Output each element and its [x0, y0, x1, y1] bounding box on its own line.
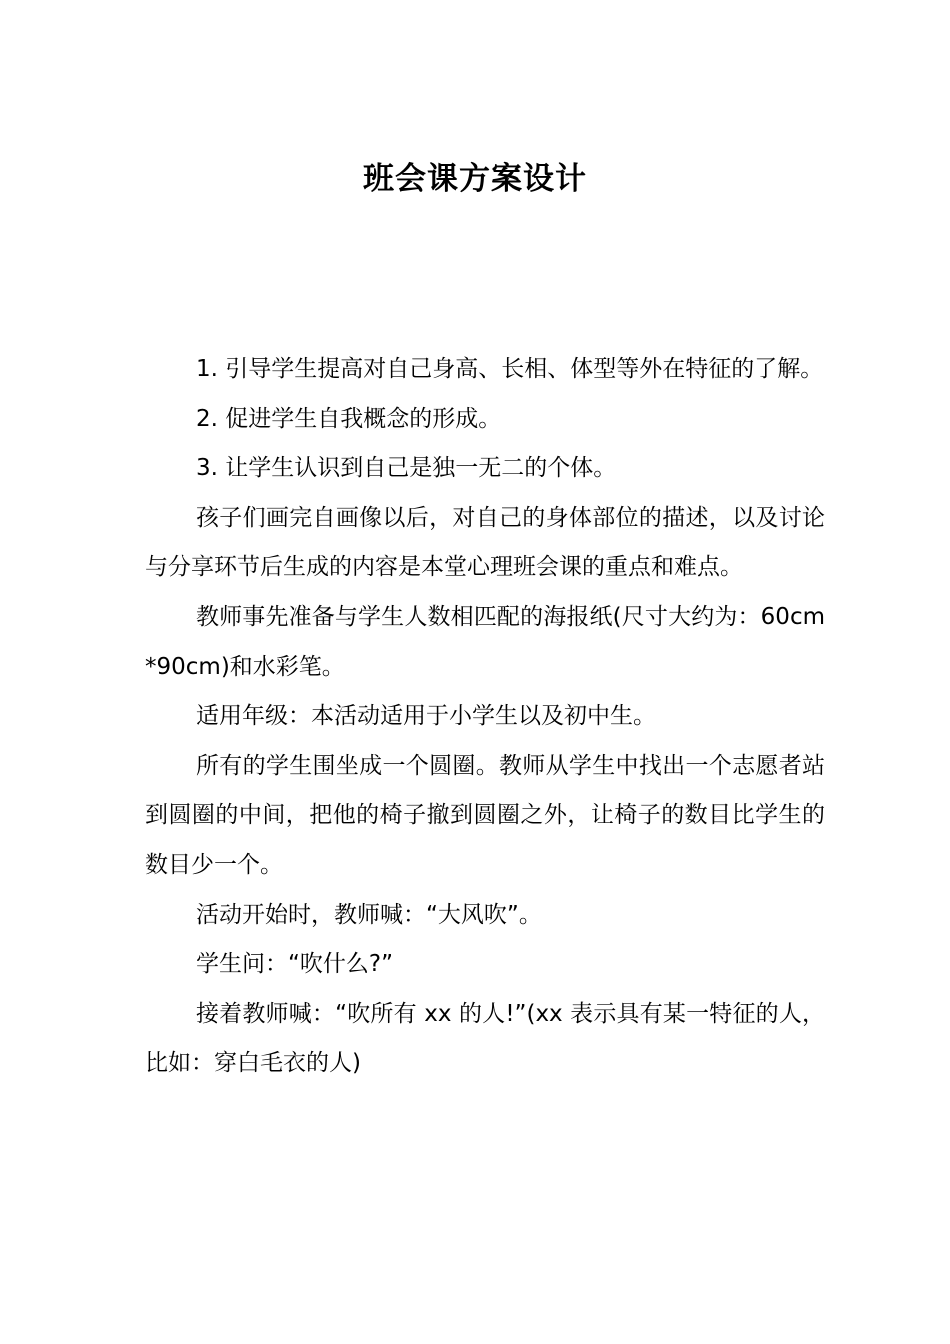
paragraph-teacher-call: 接着教师喊：“吹所有 xx 的人!”(xx 表示具有某一特征的人，比如：穿白毛衣的人) — [145, 1000, 825, 1077]
paragraph-materials: 教师事先准备与学生人数相匹配的海报纸(尺寸大约为：60cm*90cm)和水彩笔。 — [145, 603, 825, 680]
paragraph-objective-3: 3. 让学生认识到自己是独一无二的个体。 — [196, 455, 617, 482]
paragraph-start: 活动开始时，教师喊：“大风吹”。 — [196, 901, 542, 928]
document-title: 班会课方案设计 — [363, 161, 587, 197]
paragraph-setup: 所有的学生围坐成一个圆圈。教师从学生中找出一个志愿者站到圆圈的中间，把他的椅子撤到圆圈之外，让椅子的数目比学生的数目少一个。 — [145, 752, 825, 878]
paragraph-grade: 适用年级：本活动适用于小学生以及初中生。 — [196, 703, 656, 730]
paragraph-key-points: 孩子们画完自画像以后，对自己的身体部位的描述，以及讨论与分享环节后生成的内容是本堂心理班会课的重点和难点。 — [145, 504, 825, 581]
document-body — [145, 345, 825, 1089]
paragraph-objective-1: 1. 引导学生提高对自己身高、长相、体型等外在特征的了解。 — [196, 356, 824, 382]
paragraph-objective-2: 2. 促进学生自我概念的形成。 — [196, 405, 502, 432]
paragraph-student-question: 学生问：“吹什么?” — [196, 951, 394, 978]
